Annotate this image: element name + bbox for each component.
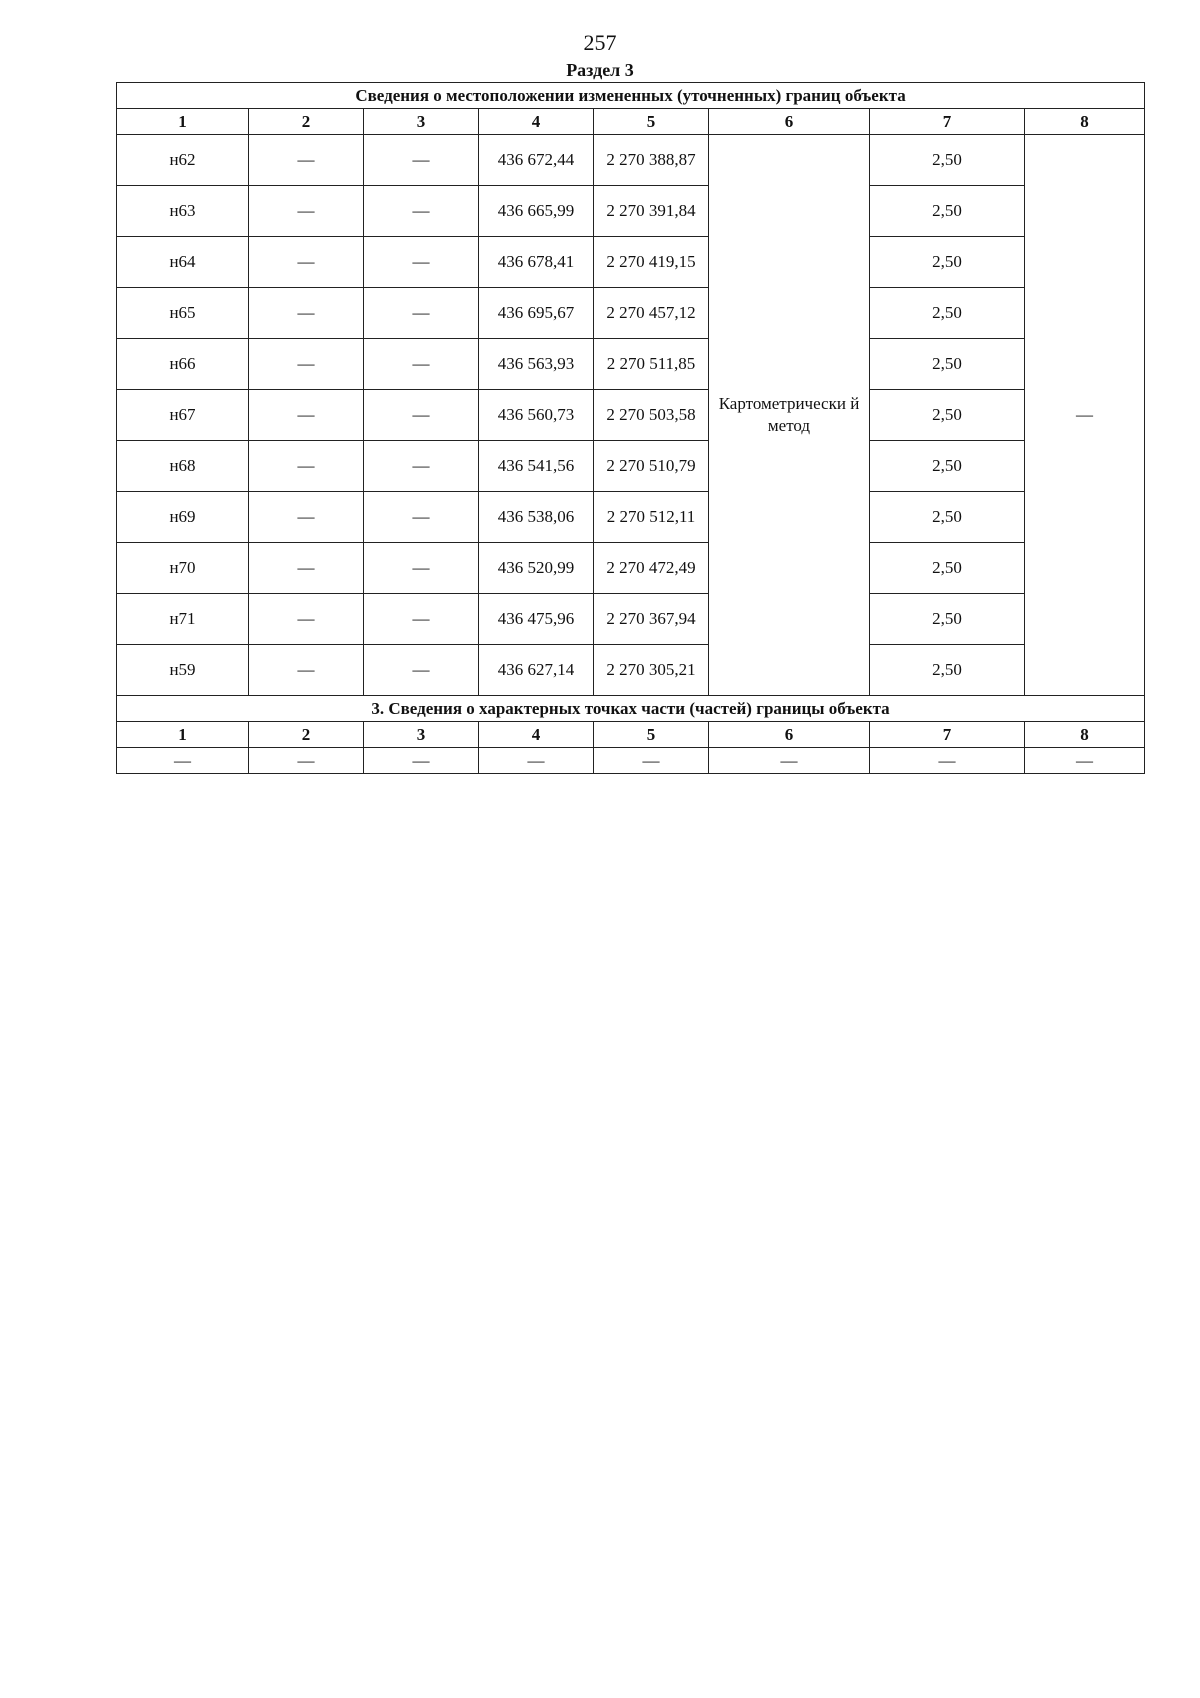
- accuracy-value: 2,50: [870, 186, 1025, 237]
- accuracy-value: 2,50: [870, 339, 1025, 390]
- table2-header-cell: 2: [249, 722, 364, 748]
- method-cell: Картометрически й метод: [709, 135, 870, 696]
- table2-caption-row: [117, 696, 1145, 722]
- y-coordinate: 2 270 510,79: [594, 441, 709, 492]
- table-row: [117, 645, 1145, 696]
- col2-value: —: [249, 492, 364, 543]
- table2-caption: 3. Сведения о характерных точках части (частей) границы объекта: [117, 696, 1145, 722]
- table1-header-cell: 6: [709, 109, 870, 135]
- y-coordinate: 2 270 511,85: [594, 339, 709, 390]
- x-coordinate: 436 672,44: [479, 135, 594, 186]
- table1-header-cell: 5: [594, 109, 709, 135]
- col2-value: —: [249, 543, 364, 594]
- table-row: [117, 390, 1145, 441]
- col2-value: —: [249, 339, 364, 390]
- point-name: н65: [117, 288, 249, 339]
- col3-value: —: [364, 594, 479, 645]
- table2-header-cell: 7: [870, 722, 1025, 748]
- table1-caption: Сведения о местоположении измененных (уточненных) границ объекта: [117, 83, 1145, 109]
- table1-header-cell: 8: [1025, 109, 1145, 135]
- col3-value: —: [364, 135, 479, 186]
- accuracy-value: 2,50: [870, 390, 1025, 441]
- col2-value: —: [249, 441, 364, 492]
- col2-value: —: [249, 186, 364, 237]
- table1-header-row: [117, 109, 1145, 135]
- table2-header-cell: 5: [594, 722, 709, 748]
- col3-value: —: [364, 492, 479, 543]
- table2-header-cell: 8: [1025, 722, 1145, 748]
- y-coordinate: 2 270 457,12: [594, 288, 709, 339]
- table-row: [117, 186, 1145, 237]
- table-row: [117, 135, 1145, 186]
- y-coordinate: 2 270 391,84: [594, 186, 709, 237]
- table2-header-cell: 6: [709, 722, 870, 748]
- table2-cell: —: [249, 748, 364, 774]
- table2-cell: —: [1025, 748, 1145, 774]
- table1-header-cell: 4: [479, 109, 594, 135]
- section-title: Раздел 3: [566, 60, 634, 80]
- accuracy-value: 2,50: [870, 288, 1025, 339]
- x-coordinate: 436 627,14: [479, 645, 594, 696]
- col2-value: —: [249, 135, 364, 186]
- x-coordinate: 436 475,96: [479, 594, 594, 645]
- col3-value: —: [364, 543, 479, 594]
- y-coordinate: 2 270 388,87: [594, 135, 709, 186]
- table2-cell: —: [709, 748, 870, 774]
- point-name: н67: [117, 390, 249, 441]
- y-coordinate: 2 270 305,21: [594, 645, 709, 696]
- table-row: [117, 441, 1145, 492]
- table2-header-cell: 3: [364, 722, 479, 748]
- table2-cell: —: [870, 748, 1025, 774]
- x-coordinate: 436 541,56: [479, 441, 594, 492]
- table2-cell: —: [594, 748, 709, 774]
- point-name: н62: [117, 135, 249, 186]
- col3-value: —: [364, 237, 479, 288]
- x-coordinate: 436 538,06: [479, 492, 594, 543]
- x-coordinate: 436 695,67: [479, 288, 594, 339]
- col3-value: —: [364, 645, 479, 696]
- y-coordinate: 2 270 472,49: [594, 543, 709, 594]
- table1-caption-row: [117, 83, 1145, 109]
- col8-cell: —: [1025, 135, 1145, 696]
- table-row: [117, 594, 1145, 645]
- accuracy-value: 2,50: [870, 441, 1025, 492]
- x-coordinate: 436 520,99: [479, 543, 594, 594]
- x-coordinate: 436 678,41: [479, 237, 594, 288]
- x-coordinate: 436 563,93: [479, 339, 594, 390]
- accuracy-value: 2,50: [870, 645, 1025, 696]
- table2-header-cell: 4: [479, 722, 594, 748]
- point-name: н63: [117, 186, 249, 237]
- page-number: 257: [583, 30, 617, 55]
- point-name: н70: [117, 543, 249, 594]
- col2-value: —: [249, 237, 364, 288]
- table-row: [117, 492, 1145, 543]
- table1-header-cell: 2: [249, 109, 364, 135]
- x-coordinate: 436 665,99: [479, 186, 594, 237]
- col3-value: —: [364, 441, 479, 492]
- col2-value: —: [249, 390, 364, 441]
- col2-value: —: [249, 594, 364, 645]
- table-row: [117, 288, 1145, 339]
- col3-value: —: [364, 288, 479, 339]
- table1-header-cell: 7: [870, 109, 1025, 135]
- accuracy-value: 2,50: [870, 135, 1025, 186]
- table2-header-cell: 1: [117, 722, 249, 748]
- boundary-table: [116, 82, 1145, 774]
- table2-cell: —: [364, 748, 479, 774]
- table-row: [117, 237, 1145, 288]
- col3-value: —: [364, 339, 479, 390]
- y-coordinate: 2 270 419,15: [594, 237, 709, 288]
- point-name: н69: [117, 492, 249, 543]
- y-coordinate: 2 270 512,11: [594, 492, 709, 543]
- table2-row: [117, 748, 1145, 774]
- table2-cell: —: [479, 748, 594, 774]
- accuracy-value: 2,50: [870, 594, 1025, 645]
- col3-value: —: [364, 390, 479, 441]
- table-row: [117, 543, 1145, 594]
- point-name: н59: [117, 645, 249, 696]
- col2-value: —: [249, 288, 364, 339]
- table1-header-cell: 3: [364, 109, 479, 135]
- point-name: н68: [117, 441, 249, 492]
- table1-header-cell: 1: [117, 109, 249, 135]
- y-coordinate: 2 270 367,94: [594, 594, 709, 645]
- table-row: [117, 339, 1145, 390]
- table2-cell: —: [117, 748, 249, 774]
- col2-value: —: [249, 645, 364, 696]
- y-coordinate: 2 270 503,58: [594, 390, 709, 441]
- point-name: н71: [117, 594, 249, 645]
- col3-value: —: [364, 186, 479, 237]
- accuracy-value: 2,50: [870, 492, 1025, 543]
- accuracy-value: 2,50: [870, 237, 1025, 288]
- table2-header-row: [117, 722, 1145, 748]
- point-name: н64: [117, 237, 249, 288]
- accuracy-value: 2,50: [870, 543, 1025, 594]
- point-name: н66: [117, 339, 249, 390]
- x-coordinate: 436 560,73: [479, 390, 594, 441]
